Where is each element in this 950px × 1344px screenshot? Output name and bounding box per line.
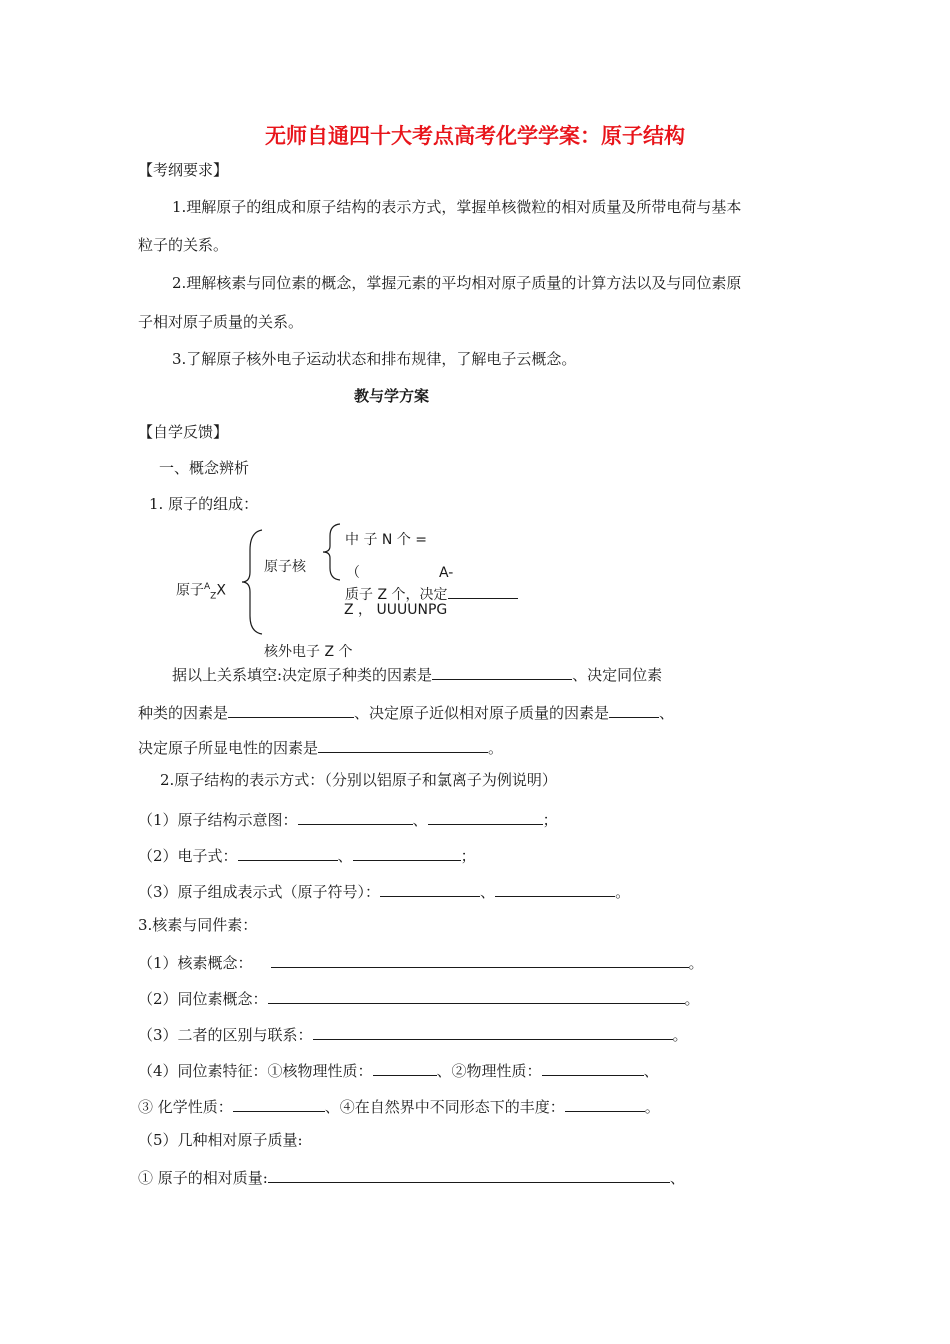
blank-field[interactable] [268,989,685,1004]
nucleus-label: 原子核 [264,559,306,575]
neutron-line: 中 子 N 个 = [345,532,428,548]
fill-line-2: 种类的因素是 、决定原子近似相对原子质量的因素是 、 [138,704,675,722]
blank-field[interactable] [313,1025,673,1040]
section-feedback: 【自学反馈】 [138,423,229,441]
blank-field[interactable] [565,1097,645,1112]
blank-field[interactable] [380,882,480,897]
blank-field[interactable] [353,846,461,861]
item-3-5: （5）几种相对原子质量: [138,1131,303,1149]
blank-field[interactable] [542,1061,644,1076]
item-2-2: （2）电子式： 、 ； [138,847,476,865]
item-3-heading: 3.核素与同件素： [138,916,258,934]
z-line: Z ， UUUUNPG [344,602,448,618]
item-2-3: （3）原子组成表示式（原子符号）： 、 。 [138,883,631,901]
item-2-heading: 2.原子结构的表示方式：（分别以铝原子和氯离子为例说明） [160,771,557,789]
item-3-4a: （4）同位素特征：①核物理性质： 、②物理性质： 、 [138,1062,659,1080]
nucleus-brace [318,522,344,582]
part-1-heading: 一、概念辨析 [159,459,250,477]
fill-line-1: 据以上关系填空:决定原子种类的因素是 、决定同位素 [172,666,663,684]
blank-field[interactable] [233,1097,325,1112]
requirement-2-line-2: 子相对原子质量的关系。 [138,313,304,331]
blank-field[interactable] [298,810,413,825]
outer-brace [238,528,268,636]
blank-field[interactable] [238,846,338,861]
proton-line: 质子 Z 个，决定 [345,584,518,602]
page-title: 无师自通四十大考点高考化学学案：原子结构 [265,124,685,148]
fill-line-3: 决定原子所显电性的因素是 。 [138,739,504,757]
section-subtitle: 教与学方案 [354,387,430,405]
requirement-1-line-1: 1.理解原子的组成和原子结构的表示方式，掌握单核微粒的相对质量及所带电荷与基本 [172,198,742,216]
blank-field[interactable] [318,738,488,753]
requirement-3: 3.了解原子核外电子运动状态和排布规律，了解电子云概念。 [172,350,577,368]
blank-field[interactable] [268,1168,670,1183]
item-3-3: （3）二者的区别与联系： 。 [138,1026,688,1044]
blank-field[interactable] [271,953,689,968]
item-3-2: （2）同位素概念： 。 [138,990,700,1008]
blank-field[interactable] [495,882,615,897]
item-2-1: （1）原子结构示意图： 、 ； [138,811,558,829]
item-3-4b: ③ 化学性质： 、④在自然界中不同形态下的丰度： 。 [138,1098,660,1116]
a-minus: A- [439,565,454,581]
item-3-5-1: ① 原子的相对质量: 、 [138,1169,685,1187]
blank-field[interactable] [609,703,659,718]
blank-field[interactable] [228,703,354,718]
item-1-heading: 1. 原子的组成： [149,495,259,513]
requirement-1-line-2: 粒子的关系。 [138,236,229,254]
requirement-2-line-1: 2.理解核素与同位素的概念，掌握元素的平均相对原子质量的计算方法以及与同位素原 [172,274,742,292]
blank-field[interactable] [373,1061,437,1076]
electron-line: 核外电子 Z 个 [264,644,353,660]
blank-field[interactable] [432,665,572,680]
atom-symbol: 原子$^A_Z$X [176,582,226,602]
paren-open: （ [346,565,360,581]
item-3-1: （1）核素概念： 。 [138,954,704,972]
section-requirements: 【考纲要求】 [138,161,229,179]
blank-field[interactable] [428,810,543,825]
